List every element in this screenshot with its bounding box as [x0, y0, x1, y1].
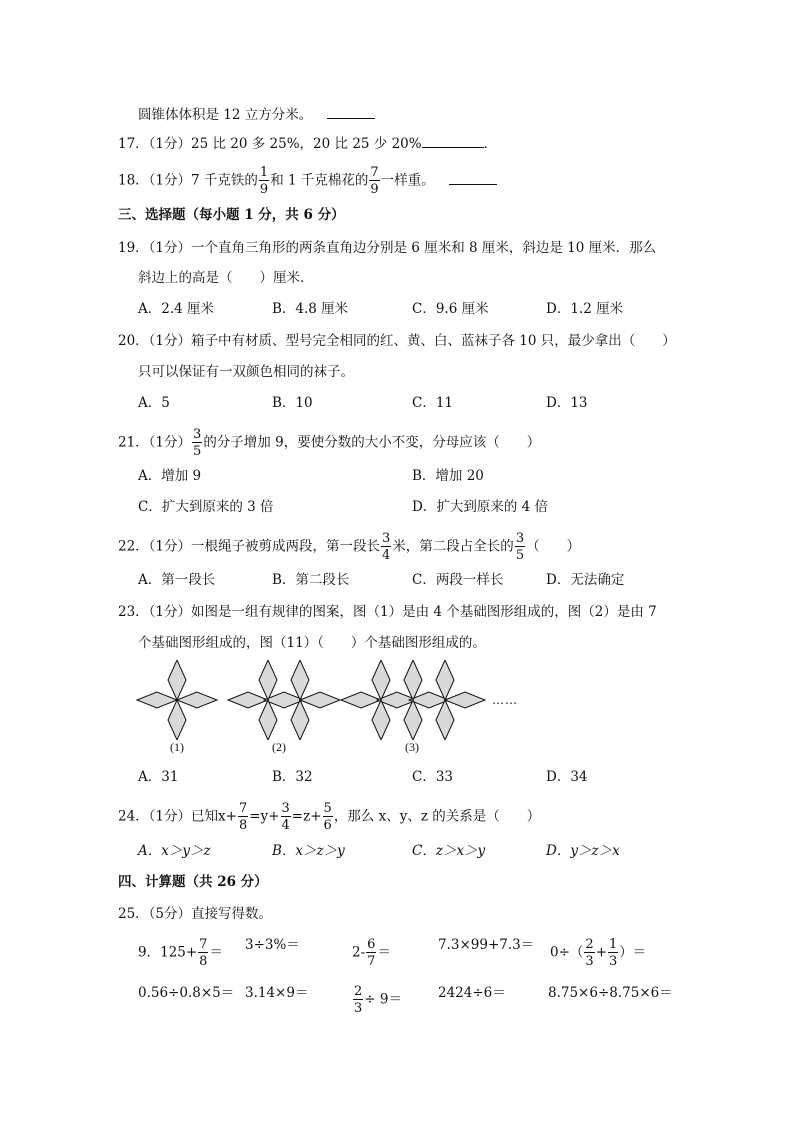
figure-label-2: (2)	[272, 740, 286, 754]
q23-ellipsis: ……	[492, 693, 518, 707]
q22-text-2: 米，第二段占全长的	[392, 538, 514, 555]
pattern-figure-3	[341, 660, 485, 740]
question-17: 17．（1分）25 比 20 多 25%，20 比 25 少 20% ．	[118, 133, 497, 154]
q23-line-1: 23．（1分）如图是一组有规律的图案，图（1）是由 4 个基础图形组成的，图（2）是由 7	[118, 604, 657, 620]
q25-r1-fraction-3: $\frac{6}{7}$	[367, 937, 376, 969]
question-24	[118, 802, 540, 832]
pattern-figure-1	[137, 660, 217, 740]
q22-option-b[interactable]: B．第二段长	[272, 572, 350, 588]
q24-option-a[interactable]: A．x＞y＞z	[138, 843, 211, 859]
q20-option-b[interactable]: B．10	[272, 395, 313, 411]
section-4-header: 四、计算题（共 26 分）	[118, 874, 268, 890]
q16-continuation	[138, 104, 375, 125]
q17-number: 17．（1分）	[118, 136, 192, 152]
question-21	[118, 428, 540, 458]
q24-option-c[interactable]: C．z＞x＞y	[412, 843, 486, 859]
q24-fraction-3: $\frac{5}{6}$	[323, 801, 332, 833]
question-18	[118, 166, 497, 196]
q22-fraction-1: $\frac{3}{4}$	[382, 531, 391, 563]
q24-fraction-2: $\frac{3}{4}$	[281, 801, 290, 833]
q21-option-a[interactable]: A．增加 9	[138, 468, 202, 484]
q25-title: 25．（5分）直接写得数。	[118, 906, 273, 922]
question-22	[118, 532, 580, 562]
q23-option-a[interactable]: A．31	[138, 769, 179, 785]
q19-line-2: 斜边上的高是（ ）厘米．	[138, 270, 314, 286]
q21-option-b[interactable]: B．增加 20	[412, 468, 484, 484]
q21-option-c[interactable]: C．扩大到原来的 3 倍	[138, 499, 274, 515]
q19-line-1: 19．（1分）一个直角三角形的两条直角边分别是 6 厘米和 8 厘米，斜边是 10 厘米．那么	[118, 240, 657, 256]
figure-label-3: (3)	[405, 740, 419, 754]
q23-option-b[interactable]: B．32	[272, 769, 313, 785]
q22-text-3: （ ）	[526, 538, 581, 555]
q24-option-b[interactable]: B．x＞z＞y	[272, 843, 345, 859]
q21-text: 的分子增加 9，要使分数的大小不变，分母应该（ ）	[203, 434, 541, 451]
q20-option-a[interactable]: A．5	[138, 395, 170, 411]
q24-fraction-1: $\frac{7}{8}$	[238, 801, 248, 833]
q25-r2-item-5: 8.75×6÷8.75×6＝	[548, 985, 673, 1001]
q20-option-d[interactable]: D．13	[546, 395, 588, 411]
q22-option-c[interactable]: C．两段一样长	[412, 572, 504, 588]
q25-r1-item-2: 3÷3%＝	[245, 937, 300, 953]
q22-fraction-2: $\frac{3}{5}$	[515, 531, 525, 563]
q25-r2-fraction-3: $\frac{2}{3}$	[354, 984, 363, 1016]
q23-option-c[interactable]: C．33	[412, 769, 454, 785]
q24-number: 24．（1分）已知	[118, 808, 219, 825]
q21-number: 21．（1分）	[118, 434, 192, 451]
q21-fraction: $\frac{3}{5}$	[193, 427, 202, 459]
q18-text-2: 和 1 千克棉花的	[270, 172, 369, 189]
q22-option-a[interactable]: A．第一段长	[138, 572, 216, 588]
section-3-header: 三、选择题（每小题 1 分，共 6 分）	[118, 207, 345, 223]
q25-r1-item-3: 2- $\frac{6}{7}$ ＝	[352, 937, 391, 969]
q25-r1-fraction-1: $\frac{7}{8}$	[199, 937, 208, 969]
q23-pattern-figure	[130, 660, 530, 740]
q25-r2-item-4: 2424÷6＝	[438, 985, 506, 1001]
q17-answer-blank[interactable]	[422, 133, 484, 148]
pattern-figure-2	[228, 660, 340, 740]
q18-fraction-2: $\frac{7}{9}$	[370, 165, 379, 197]
q19-option-a[interactable]: A．2.4 厘米	[138, 301, 215, 317]
q18-answer-blank[interactable]	[449, 170, 497, 185]
q25-r1-item-1: 9．125+ $\frac{7}{8}$ ＝	[138, 937, 223, 969]
q25-r2-item-1: 0.56÷0.8×5＝	[138, 985, 235, 1001]
q24-tail: ，那么 x、y、z 的关系是（ ）	[333, 808, 541, 825]
q23-line-2: 个基础图形组成的，图（11）（ ）个基础图形组成的。	[138, 635, 486, 651]
q21-option-d[interactable]: D．扩大到原来的 4 倍	[412, 499, 548, 515]
q18-text-1: 7 千克铁的	[191, 172, 258, 189]
q16-answer-blank[interactable]	[327, 104, 375, 119]
q25-r2-item-3: $\frac{2}{3}$ ÷ 9＝	[354, 984, 402, 1016]
q24-eq-1: =y+	[249, 808, 280, 825]
q25-r2-item-2: 3.14×9＝	[245, 985, 309, 1001]
q18-fraction-1: $\frac{1}{9}$	[259, 165, 269, 197]
q23-option-d[interactable]: D．34	[546, 769, 588, 785]
q22-number: 22．（1分）	[118, 538, 192, 555]
q25-r1-item-4: 7.3×99+7.3＝	[438, 937, 535, 953]
q19-option-b[interactable]: B．4.8 厘米	[272, 301, 349, 317]
q22-option-d[interactable]: D．无法确定	[546, 572, 625, 588]
q19-option-d[interactable]: D．1.2 厘米	[546, 301, 624, 317]
q20-line-1: 20．（1分）箱子中有材质、型号完全相同的红、黄、白、蓝袜子各 10 只，最少拿出（ ）	[118, 333, 676, 349]
q22-text-1: 一根绳子被剪成两段，第一段长	[191, 538, 381, 555]
q25-r1-fraction-5b: $\frac{1}{3}$	[609, 937, 618, 969]
q24-option-d[interactable]: D．y＞z＞x	[546, 843, 620, 859]
q16-text: 圆锥体体积是 12 立方分米。	[138, 107, 313, 123]
q20-option-c[interactable]: C．11	[412, 395, 454, 411]
q25-r1-fraction-5a: $\frac{2}{3}$	[585, 937, 594, 969]
q25-r1-item-5: 0÷（ $\frac{2}{3}$ + $\frac{1}{3}$ ）＝	[550, 937, 647, 969]
q18-text-3: 一样重。	[380, 172, 435, 189]
q17-text: 25 比 20 多 25%，20 比 25 少 20%	[191, 136, 422, 152]
figure-label-1: (1)	[170, 740, 184, 754]
q24-x: x+	[218, 808, 237, 825]
q19-option-c[interactable]: C．9.6 厘米	[412, 301, 489, 317]
q20-line-2: 只可以保证有一双颜色相同的袜子。	[138, 364, 354, 380]
q18-number: 18．（1分）	[118, 172, 192, 189]
q24-eq-2: =z+	[291, 808, 322, 825]
